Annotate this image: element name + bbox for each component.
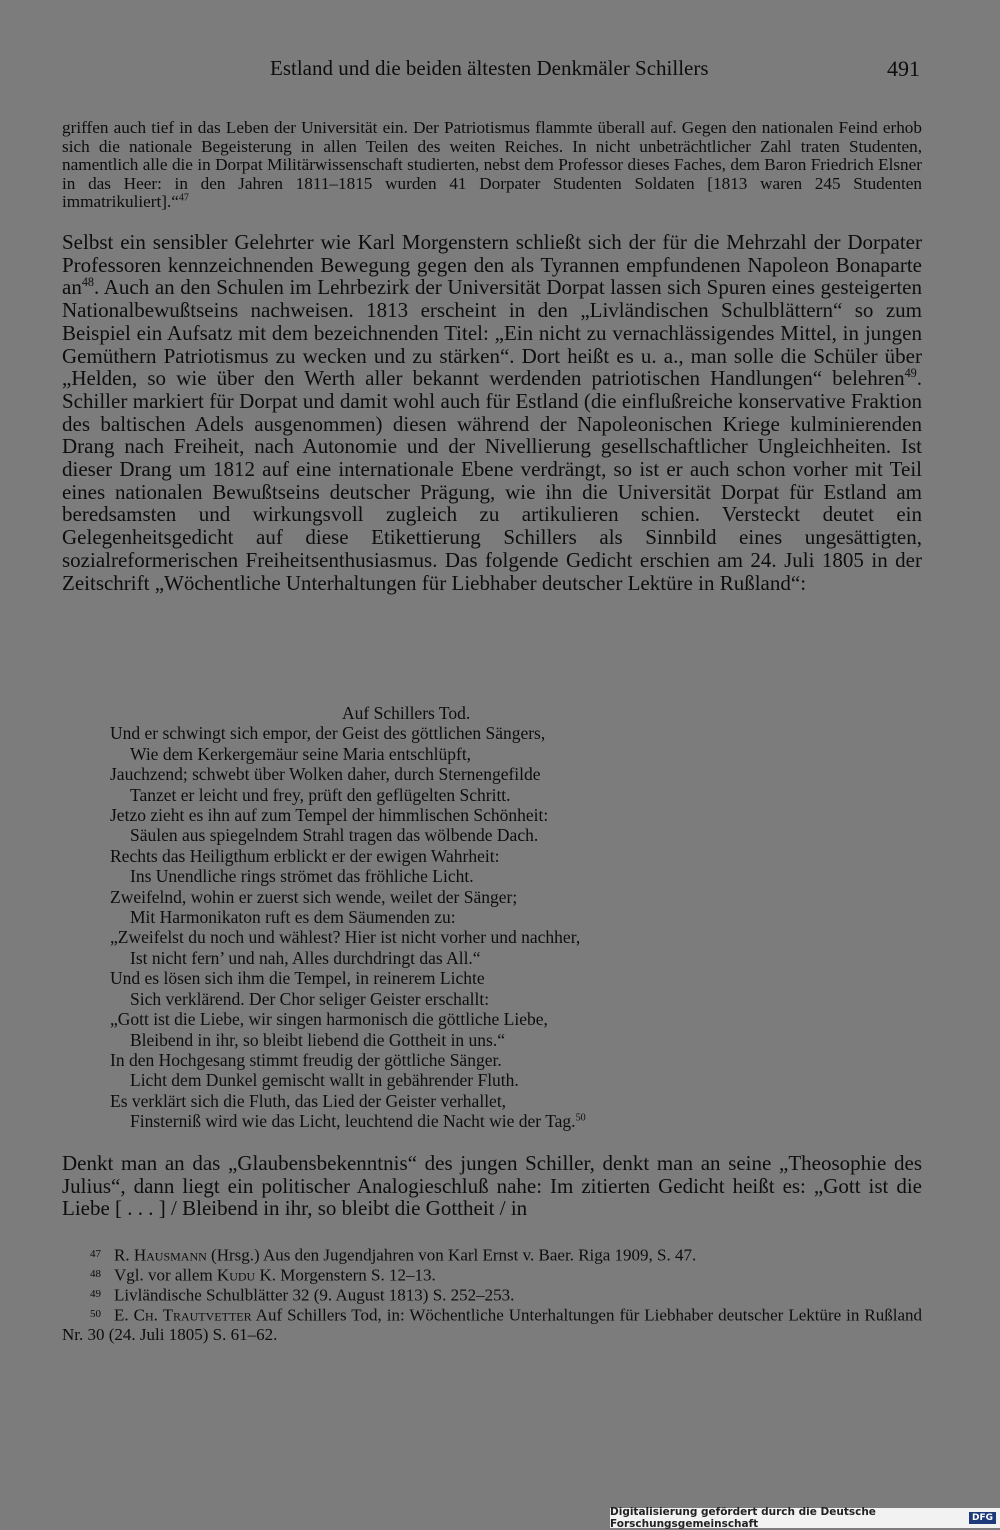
poem-line: Es verklärt sich die Fluth, das Lied der Geister verhallet, [110, 1090, 507, 1111]
footnote-author: R. Hausmann [114, 1245, 207, 1265]
poem-line: Säulen aus spiegelndem Strahl tragen das wölbende Dach. [130, 825, 539, 846]
footnote-text: Vgl. vor allem [114, 1265, 217, 1285]
poem-line: Jauchzend; schwebt über Wolken daher, durch Sternengefilde [110, 764, 541, 785]
poem-line: Und er schwingt sich empor, der Geist des göttlichen Sängers, [110, 723, 546, 744]
body-paragraph-2 [62, 1152, 922, 1220]
poem-line: Und es lösen sich ihm die Tempel, in reinerem Lichte [110, 968, 485, 989]
footnote-ref-50[interactable]: 50 [575, 1112, 586, 1124]
footnote-ref-47[interactable]: 47 [178, 192, 189, 204]
footnote-text: (Hrsg.) Aus den Jugendjahren von Karl Ernst v. Baer. Riga 1909, S. 47. [206, 1245, 697, 1265]
footnote-author: E. Ch. Trautvetter [114, 1304, 252, 1324]
poem-line: Wie dem Kerkergemäur seine Maria entschlüpft, [130, 743, 472, 764]
poem-line: Licht dem Dunkel gemischt wallt in gebährender Fluth. [130, 1070, 519, 1091]
paragraph-part: Selbst ein sensibler Gelehrter wie Karl Morgenstern schließt sich der für die Mehrzahl der Dorpater Professoren kennzeichnenden Bewegung gegen den als Tyrannen empfundenen Napoleon Bonaparte an [62, 230, 922, 300]
footnote-50 [62, 1305, 922, 1344]
paragraph-text: Denkt man an das „Glaubensbekenntnis“ des jungen Schiller, denkt man an seine „Theosophie des Julius“, dann liegt ein politischer Analogieschluß nahe: Im zitierten Gedicht heißt es: „Gott ist die Liebe [ . . . ] / Bleibend in ihr, so bleibt die Gottheit / in [62, 1151, 922, 1221]
footnote-47 [62, 1245, 922, 1265]
footnote-number: 50 [90, 1307, 101, 1320]
page-header [62, 56, 920, 86]
quote-text: griffen auch tief in das Leben der Universität ein. Der Patriotismus flammte überall auf. Gegen den nationalen Feind erhob sich die nationale Begeisterung in allen Teilen des weiten Reiches. In nicht unbeträchtlicher Zahl traten Studenten, namentlich alle die in Dorpat Militärwissenschaft studierten, nebst dem Professor dieses Faches, dem Baron Friedrich Elsner in das Heer: in den Jahren 1811–1815 wurden 41 Dorpater Studenten Soldaten [1813 waren 245 Studenten immatrikuliert].“ [62, 118, 922, 212]
footer-text: Digitalisierung gefördert durch die Deutsche Forschungsgemeinschaft [610, 1506, 876, 1530]
page-number: 491 [887, 56, 920, 81]
footnote-text: K. Morgenstern S. 12–13. [255, 1265, 436, 1285]
footnote-48 [62, 1265, 922, 1285]
footnote-text: Auf Schillers Tod, in: Wöchentliche Unterhaltungen für Liebhaber deutscher Lektüre in Rußland Nr. 30 (24. Juli 1805) S. 61–62. [62, 1304, 922, 1344]
paragraph-part: . Auch an den Schulen im Lehrbezirk der Universität Dorpat lassen sich Spuren eines gesteigerten Nationalbewußtseins nachweisen. 1813 erscheint in den „Livländischen Schulblättern“ so zum Beispiel ein Aufsatz mit dem bezeichnenden Titel: „Ein nicht zu vernachlässigendes Mittel, in jungen Gemüthern Patriotismus zu wecken und zu stärken“. Dort heißt es u. a., man solle die Schüler über „Helden, so wie über den Werth aller bekannt werdenden patriotischen Handlungen“ belehren [62, 275, 922, 391]
poem [110, 703, 750, 1132]
footer-bar [610, 1508, 1000, 1528]
footnote-ref-49[interactable]: 49 [904, 366, 917, 381]
block-quote [62, 119, 922, 212]
footnote-number: 47 [90, 1248, 101, 1260]
poem-line: Tanzet er leicht und frey, prüft den geflügelten Schritt. [130, 784, 511, 805]
poem-line: Ist nicht fern’ und nah, Alles durchdringt das All.“ [130, 947, 481, 968]
running-title: Estland und die beiden ältesten Denkmäler Schillers [270, 56, 709, 80]
poem-title: Auf Schillers Tod. [342, 703, 471, 723]
poem-line: Zweifelnd, wohin er zuerst sich wende, weilet der Sänger; [110, 886, 518, 907]
footnote-number: 48 [90, 1267, 101, 1280]
poem-lines [110, 723, 750, 1131]
poem-line: Sich verklärend. Der Chor seliger Geister erschallt: [130, 988, 490, 1009]
footnote-author: Kudu [216, 1265, 256, 1285]
footnotes [62, 1245, 922, 1344]
body-paragraph [62, 231, 922, 594]
footnote-49 [62, 1285, 922, 1305]
poem-line: In den Hochgesang stimmt freudig der göttliche Sänger. [110, 1049, 502, 1070]
dfg-logo: DFG [969, 1512, 996, 1524]
poem-line: Bleibend in ihr, so bleibt liebend die Gottheit in uns.“ [130, 1029, 506, 1050]
poem-line: Jetzo zieht es ihn auf zum Tempel der himmlischen Schönheit: [110, 805, 549, 826]
poem-line: Rechts das Heiligthum erblickt er der ewigen Wahrheit: [110, 845, 500, 866]
poem-line: Finsterniß wird wie das Licht, leuchtend die Nacht wie der Tag.$^{50}$ [130, 1111, 586, 1132]
poem-line: „Gott ist die Liebe, wir singen harmonisch die göttliche Liebe, [110, 1009, 548, 1030]
paragraph-part: . Schiller markiert für Dorpat und damit wohl auch für Estland (die einflußreiche konservative Fraktion des baltischen Adels ausgenommen) diesen während der Napoleonischen Kriege kulminierenden Drang nach Freiheit, nach Autonomie und der Nivellierung gesellschaftlicher Ungleichheiten. Ist dieser Drang um 1812 auf eine internationale Ebene verdrängt, so ist er auch schon vorher mit Teil eines nationalen Bewußtseins deutscher Prägung, wie ihn die Universität Dorpat für Estland am beredsamsten und wirkungsvoll zugleich zu artikulieren schien. Versteckt deutet ein Gelegenheitsgedicht auf diese Etikettierung Schillers als Sinnbild eines ungesättigten, sozialreformerischen Freiheitsenthusiasmus. Das folgende Gedicht erschien am 24. Juli 1805 in der Zeitschrift „Wöchentliche Unterhaltungen für Liebhaber deutscher Lektüre in Rußland“: [62, 366, 922, 595]
poem-line: „Zweifelst du noch und wählest? Hier ist nicht vorher und nachher, [110, 927, 581, 948]
poem-line: Mit Harmonikaton ruft es dem Säumenden zu: [130, 907, 456, 928]
footnote-text: Livländische Schulblätter 32 (9. August 1813) S. 252–253. [114, 1285, 515, 1305]
footnote-number: 49 [90, 1287, 101, 1300]
poem-line: Ins Unendliche rings strömet das fröhliche Licht. [130, 866, 474, 887]
footnote-ref-48[interactable]: 48 [81, 275, 94, 290]
